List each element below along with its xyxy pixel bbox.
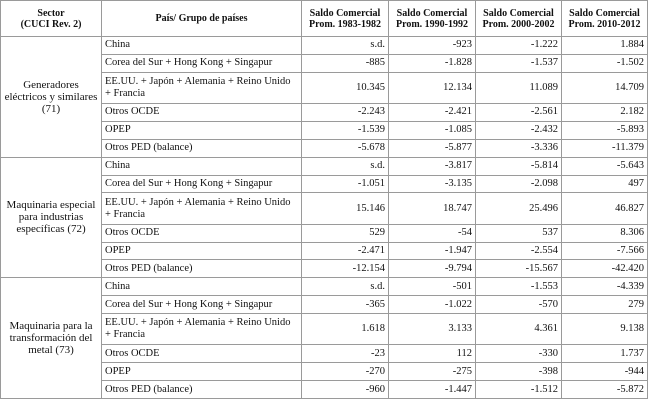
country-group: OPEP [102,363,302,381]
balance-value: -12.154 [302,260,389,278]
country-group: EE.UU. + Japón + Alemania + Reino Unido + Francia [102,193,302,224]
balance-value: -3.817 [389,157,476,175]
balance-value: -944 [562,363,648,381]
balance-value: s.d. [302,278,389,296]
balance-value: -2.243 [302,104,389,122]
balance-value: -54 [389,224,476,242]
balance-value: -9.794 [389,260,476,278]
balance-value: -398 [476,363,562,381]
country-group: EE.UU. + Japón + Alemania + Reino Unido + Francia [102,72,302,103]
header-country: País/ Grupo de países [102,1,302,37]
balance-value: 9.138 [562,314,648,345]
balance-value: 497 [562,175,648,193]
balance-value: -5.643 [562,157,648,175]
balance-value: -2.098 [476,175,562,193]
balance-value: -1.512 [476,381,562,399]
balance-value: -3.135 [389,175,476,193]
table-row [1,157,648,175]
table-row [1,37,648,55]
header-period-4: Saldo Comercial Prom. 2010-2012 [562,1,648,37]
country-group: China [102,37,302,55]
country-group: Otros OCDE [102,104,302,122]
balance-value: 1.618 [302,314,389,345]
balance-value: -5.814 [476,157,562,175]
balance-value: 11.089 [476,72,562,103]
balance-value: -1.828 [389,54,476,72]
balance-value: -570 [476,296,562,314]
country-group: Corea del Sur + Hong Kong + Singapur [102,175,302,193]
balance-value: -15.567 [476,260,562,278]
balance-value: -501 [389,278,476,296]
country-group: EE.UU. + Japón + Alemania + Reino Unido + Francia [102,314,302,345]
header-row [1,1,648,37]
balance-value: 2.182 [562,104,648,122]
balance-value: -7.566 [562,242,648,260]
balance-value: -1.222 [476,37,562,55]
sector-name: Maquinaria para la transformación del metal (73) [1,278,102,399]
balance-value: 112 [389,345,476,363]
balance-value: 25.496 [476,193,562,224]
balance-value: 1.884 [562,37,648,55]
balance-value: 14.709 [562,72,648,103]
balance-value: -960 [302,381,389,399]
balance-value: -923 [389,37,476,55]
balance-value: -5.877 [389,139,476,157]
balance-value: -1.539 [302,121,389,139]
header-period-2: Saldo Comercial Prom. 1990-1992 [389,1,476,37]
country-group: Otros PED (balance) [102,381,302,399]
balance-value: s.d. [302,157,389,175]
country-group: OPEP [102,121,302,139]
balance-value: -5.872 [562,381,648,399]
balance-value: -1.051 [302,175,389,193]
balance-value: -2.432 [476,121,562,139]
balance-value: -275 [389,363,476,381]
balance-value: -1.085 [389,121,476,139]
balance-value: 12.134 [389,72,476,103]
balance-value: 46.827 [562,193,648,224]
balance-value: -2.421 [389,104,476,122]
sector-name: Generadores eléctricos y similares (71) [1,37,102,158]
table-row [1,278,648,296]
sector-name: Maquinaria especial para industrias específicas (72) [1,157,102,278]
header-period-1: Saldo Comercial Prom. 1983-1982 [302,1,389,37]
balance-value: 529 [302,224,389,242]
country-group: Otros PED (balance) [102,139,302,157]
country-group: China [102,278,302,296]
balance-value: -4.339 [562,278,648,296]
balance-value: -270 [302,363,389,381]
balance-value: 3.133 [389,314,476,345]
balance-value: -1.553 [476,278,562,296]
country-group: Otros PED (balance) [102,260,302,278]
balance-value: -1.502 [562,54,648,72]
table-body [1,37,648,399]
balance-value: -2.471 [302,242,389,260]
balance-value: 18.747 [389,193,476,224]
balance-value: -2.554 [476,242,562,260]
country-group: Corea del Sur + Hong Kong + Singapur [102,296,302,314]
balance-value: s.d. [302,37,389,55]
country-group: OPEP [102,242,302,260]
balance-value: -3.336 [476,139,562,157]
balance-value: -1.447 [389,381,476,399]
balance-value: 279 [562,296,648,314]
balance-value: -1.022 [389,296,476,314]
country-group: Otros OCDE [102,224,302,242]
balance-value: 10.345 [302,72,389,103]
header-period-3: Saldo Comercial Prom. 2000-2002 [476,1,562,37]
balance-value: -1.537 [476,54,562,72]
balance-value: 8.306 [562,224,648,242]
balance-value: -23 [302,345,389,363]
balance-value: 15.146 [302,193,389,224]
balance-value: -2.561 [476,104,562,122]
country-group: Otros OCDE [102,345,302,363]
balance-value: -365 [302,296,389,314]
balance-value: -5.893 [562,121,648,139]
balance-value: 537 [476,224,562,242]
balance-value: -330 [476,345,562,363]
header-sector: Sector (CUCI Rev. 2) [1,1,102,37]
balance-value: 4.361 [476,314,562,345]
country-group: China [102,157,302,175]
balance-value: 1.737 [562,345,648,363]
country-group: Corea del Sur + Hong Kong + Singapur [102,54,302,72]
balance-value: -885 [302,54,389,72]
balance-value: -5.678 [302,139,389,157]
balance-value: -1.947 [389,242,476,260]
balance-value: -42.420 [562,260,648,278]
balance-value: -11.379 [562,139,648,157]
